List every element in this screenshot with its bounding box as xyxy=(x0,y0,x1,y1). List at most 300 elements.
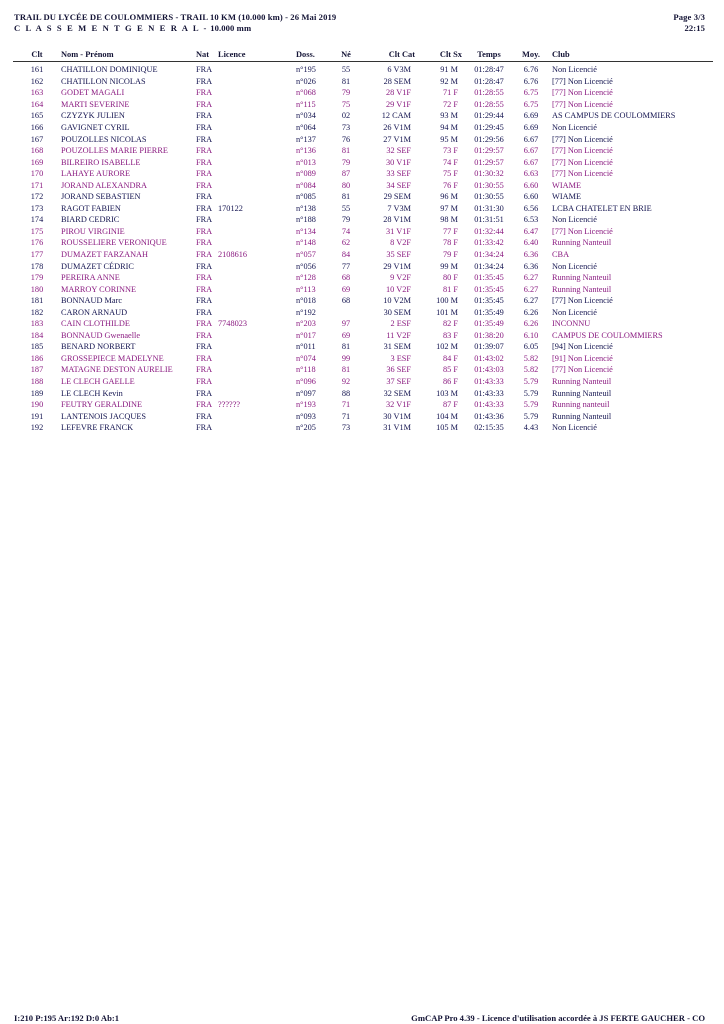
cell-nat: FRA xyxy=(196,99,213,109)
cell-licence xyxy=(218,387,296,399)
cell-doss: n°188 xyxy=(296,215,316,225)
cell-clt-cat: 3 ESF xyxy=(390,353,411,363)
cell-nom: CARON ARNAUD xyxy=(61,307,128,317)
cell-ne: 73 xyxy=(341,423,351,433)
cell-ne: 79 xyxy=(341,157,351,167)
cell-nat: FRA xyxy=(196,319,213,329)
cell-clt: 174 xyxy=(30,215,44,225)
cell-doss: n°148 xyxy=(296,238,316,248)
cell-club: CBA xyxy=(552,250,570,260)
cell-temps: 01:28:55 xyxy=(474,99,504,109)
cell-clt-sx: 75 F xyxy=(443,169,458,179)
cell-ne: 02 xyxy=(341,111,351,121)
cell-clt-sx: 83 F xyxy=(443,330,458,340)
cell-temps: 01:43:02 xyxy=(474,353,504,363)
cell-clt-cat: 35 SEF xyxy=(386,250,411,260)
cell-temps: 01:43:33 xyxy=(474,400,504,410)
cell-licence xyxy=(218,306,296,318)
cell-ne: 81 xyxy=(341,146,351,156)
cell-club: CAMPUS DE COULOMMIERS xyxy=(552,330,663,340)
cell-moy: 6.26 xyxy=(523,319,539,329)
cell-nom: POUZOLLES MARIE PIERRE xyxy=(61,146,168,156)
cell-nom: BILREIRO ISABELLE xyxy=(61,157,141,167)
table-row xyxy=(13,376,713,388)
cell-licence: 7748023 xyxy=(218,319,248,329)
cell-ne: 55 xyxy=(341,65,351,75)
cell-clt: 163 xyxy=(30,88,44,98)
cell-club: INCONNU xyxy=(552,319,591,329)
cell-moy: 6.36 xyxy=(523,250,539,260)
cell-nom: FEUTRY GERALDINE xyxy=(61,400,143,410)
cell-licence xyxy=(218,422,296,434)
cell-clt-cat: 6 V3M xyxy=(387,65,411,75)
col-header-club: Club xyxy=(546,48,713,62)
table-row xyxy=(13,306,713,318)
cell-club: Running Nanteuil xyxy=(552,388,612,398)
cell-temps: 01:28:55 xyxy=(474,88,504,98)
cell-clt-sx: 93 M xyxy=(440,111,458,121)
cell-nom: ROUSSELIERE VERONIQUE xyxy=(61,238,167,248)
cell-clt-cat: 34 SEF xyxy=(386,180,411,190)
cell-nom: CHATILLON NICOLAS xyxy=(61,76,146,86)
cell-ne: 87 xyxy=(341,169,351,179)
cell-ne: 92 xyxy=(341,377,351,387)
cell-clt-sx: 79 F xyxy=(443,250,458,260)
cell-licence xyxy=(218,226,296,238)
cell-doss: n°128 xyxy=(296,273,316,283)
cell-licence xyxy=(218,272,296,284)
col-header-nom: Nom - Prénom xyxy=(61,48,196,62)
cell-club: AS CAMPUS DE COULOMMIERS xyxy=(552,111,676,121)
table-row xyxy=(13,191,713,203)
col-header-licence: Licence xyxy=(218,48,296,62)
cell-moy: 6.69 xyxy=(523,123,539,132)
cell-nom: POUZOLLES NICOLAS xyxy=(61,134,147,144)
cell-clt: 187 xyxy=(30,365,44,375)
cell-club: [77] Non Licencié xyxy=(552,88,613,98)
cell-club: Running Nanteuil xyxy=(552,238,612,248)
cell-clt-cat: 31 V1F xyxy=(386,226,411,236)
cell-nat: FRA xyxy=(196,411,213,421)
cell-doss: n°118 xyxy=(296,365,316,375)
cell-licence xyxy=(218,260,296,272)
cell-clt: 164 xyxy=(30,99,44,109)
cell-club: LCBA CHATELET EN BRIE xyxy=(552,203,652,213)
cell-clt: 180 xyxy=(30,284,44,294)
cell-moy: 6.67 xyxy=(523,146,539,156)
cell-clt-sx: 105 M xyxy=(436,423,458,433)
cell-clt-cat: 32 V1F xyxy=(386,400,411,410)
cell-licence xyxy=(218,110,296,122)
cell-clt-cat: 12 CAM xyxy=(381,111,411,121)
cell-licence: 170122 xyxy=(218,203,243,213)
cell-doss: n°195 xyxy=(296,65,316,75)
cell-moy: 6.63 xyxy=(523,169,539,179)
cell-temps: 01:30:32 xyxy=(474,169,504,179)
cell-temps: 01:32:44 xyxy=(474,226,504,236)
cell-moy: 5.82 xyxy=(523,353,539,363)
cell-clt-cat: 27 V1M xyxy=(383,134,411,144)
cell-moy: 5.79 xyxy=(523,388,539,398)
cell-temps: 01:35:49 xyxy=(474,319,504,329)
cell-clt: 168 xyxy=(30,146,44,156)
table-row xyxy=(13,387,713,399)
cell-ne: 80 xyxy=(341,180,351,190)
cell-licence xyxy=(218,168,296,180)
cell-moy: 6.75 xyxy=(523,99,539,109)
cell-ne: 99 xyxy=(341,353,351,363)
cell-temps: 01:35:45 xyxy=(474,273,504,283)
cell-licence xyxy=(218,133,296,145)
cell-temps: 01:28:47 xyxy=(474,76,504,86)
cell-clt: 185 xyxy=(30,342,44,352)
cell-clt-cat: 32 SEF xyxy=(386,146,411,156)
cell-nat: FRA xyxy=(196,388,213,398)
cell-temps: 01:35:45 xyxy=(474,296,504,306)
cell-licence xyxy=(218,62,296,76)
cell-ne: 68 xyxy=(341,296,351,306)
cell-ne: 81 xyxy=(341,365,351,375)
cell-clt: 161 xyxy=(30,65,44,75)
cell-clt-cat: 7 V3M xyxy=(387,203,411,213)
cell-nat: FRA xyxy=(196,180,213,190)
cell-temps: 01:31:30 xyxy=(474,203,504,213)
cell-club: Non Licencié xyxy=(552,65,597,75)
cell-temps: 01:33:42 xyxy=(474,238,504,248)
cell-doss: n°064 xyxy=(296,123,316,132)
cell-clt-sx: 84 F xyxy=(443,353,458,363)
cell-nat: FRA xyxy=(196,250,213,260)
cell-temps: 01:43:03 xyxy=(474,365,504,375)
cell-clt-sx: 76 F xyxy=(443,180,458,190)
cell-doss: n°034 xyxy=(296,111,316,121)
cell-doss: n°205 xyxy=(296,423,316,433)
cell-nat: FRA xyxy=(196,377,213,387)
cell-nat: FRA xyxy=(196,342,213,352)
cell-nat: FRA xyxy=(196,307,213,317)
cell-clt: 170 xyxy=(30,169,44,179)
cell-nom: LAHAYE AURORE xyxy=(61,169,131,179)
cell-nat: FRA xyxy=(196,134,213,144)
cell-nat: FRA xyxy=(196,123,213,132)
cell-ne: 79 xyxy=(341,215,351,225)
cell-club: Running Nanteuil xyxy=(552,273,612,283)
cell-clt-sx: 86 F xyxy=(443,377,458,387)
cell-temps: 01:34:24 xyxy=(474,261,504,271)
cell-club: Non Licencié xyxy=(552,307,597,317)
cell-temps: 01:28:47 xyxy=(474,65,504,75)
cell-clt: 162 xyxy=(30,76,44,86)
cell-nom: CHATILLON DOMINIQUE xyxy=(61,65,158,75)
cell-doss: n°113 xyxy=(296,284,316,294)
cell-clt: 190 xyxy=(30,400,44,410)
cell-moy: 6.27 xyxy=(523,273,539,283)
page-info xyxy=(673,12,705,34)
cell-ne: 84 xyxy=(341,250,351,260)
cell-club: Running Nanteuil xyxy=(552,411,612,421)
cell-moy: 5.79 xyxy=(523,377,539,387)
cell-doss: n°192 xyxy=(296,307,316,317)
cell-nat: FRA xyxy=(196,261,213,271)
cell-nat: FRA xyxy=(196,226,213,236)
cell-clt-sx: 91 M xyxy=(440,65,458,75)
cell-ne: 74 xyxy=(341,226,351,236)
cell-clt-sx: 104 M xyxy=(436,411,458,421)
cell-temps: 01:35:49 xyxy=(474,307,504,317)
cell-clt: 172 xyxy=(30,192,44,202)
cell-ne: 55 xyxy=(341,203,351,213)
cell-nom: CAIN CLOTHILDE xyxy=(61,319,130,329)
cell-doss: n°085 xyxy=(296,192,316,202)
cell-clt-cat: 11 V2F xyxy=(386,330,411,340)
footer-software: GmCAP Pro 4.39 - Licence d'utilisation accordée à JS FERTE GAUCHER - CO xyxy=(411,1013,705,1023)
cell-clt: 189 xyxy=(30,388,44,398)
cell-clt-cat: 30 V1M xyxy=(383,411,411,421)
cell-doss: n°056 xyxy=(296,261,316,271)
cell-clt-sx: 80 F xyxy=(443,273,458,283)
cell-doss: n°089 xyxy=(296,169,316,179)
table-row xyxy=(13,237,713,249)
cell-clt: 182 xyxy=(30,307,44,317)
cell-clt-sx: 95 M xyxy=(440,134,458,144)
cell-clt-cat: 9 V2F xyxy=(390,273,411,283)
col-header-ne: Né xyxy=(336,48,356,62)
col-header-nat: Nat xyxy=(196,48,218,62)
cell-clt-sx: 99 M xyxy=(440,261,458,271)
cell-clt-sx: 96 M xyxy=(440,192,458,202)
cell-clt-sx: 74 F xyxy=(443,157,458,167)
cell-nom: PIROU VIRGINIE xyxy=(61,226,125,236)
cell-licence xyxy=(218,156,296,168)
cell-nom: LE CLECH Kevin xyxy=(61,388,123,398)
table-row xyxy=(13,87,713,99)
cell-club: Non Licencié xyxy=(552,423,597,433)
table-row xyxy=(13,99,713,111)
cell-clt-cat: 29 V1F xyxy=(386,99,411,109)
cell-licence xyxy=(218,295,296,307)
cell-clt: 184 xyxy=(30,330,44,340)
cell-club: [77] Non Licencié xyxy=(552,134,613,144)
cell-nom: MATAGNE DESTON AURELIE xyxy=(61,365,173,375)
cell-clt: 181 xyxy=(30,296,44,306)
cell-licence xyxy=(218,410,296,422)
table-row xyxy=(13,226,713,238)
col-header-clt-cat: Clt Cat xyxy=(356,48,415,62)
cell-club: [77] Non Licencié xyxy=(552,99,613,109)
cell-doss: n°074 xyxy=(296,353,316,363)
cell-clt-sx: 77 F xyxy=(443,226,458,236)
cell-nat: FRA xyxy=(196,330,213,340)
cell-temps: 01:39:07 xyxy=(474,342,504,352)
col-header-temps: Temps xyxy=(462,48,516,62)
cell-licence xyxy=(218,145,296,157)
cell-club: Non Licencié xyxy=(552,261,597,271)
cell-temps: 01:43:33 xyxy=(474,377,504,387)
cell-ne: 73 xyxy=(341,123,351,132)
cell-nom: JORAND ALEXANDRA xyxy=(61,180,147,190)
cell-nom: BENARD NORBERT xyxy=(61,342,136,352)
cell-clt-cat: 28 SEM xyxy=(383,76,411,86)
cell-doss: n°026 xyxy=(296,76,316,86)
table-row xyxy=(13,422,713,434)
cell-moy: 6.67 xyxy=(523,157,539,167)
cell-moy: 6.40 xyxy=(523,238,539,248)
cell-nom: LEFEVRE FRANCK xyxy=(61,423,134,433)
cell-ne: 97 xyxy=(341,319,351,329)
table-row xyxy=(13,203,713,215)
table-row xyxy=(13,62,713,76)
cell-nat: FRA xyxy=(196,88,213,98)
cell-ne xyxy=(336,306,356,318)
cell-nat: FRA xyxy=(196,203,213,213)
cell-clt-sx: 73 F xyxy=(443,146,458,156)
cell-clt: 176 xyxy=(30,238,44,248)
cell-temps: 01:31:51 xyxy=(474,215,504,225)
subtitle-classement: C L A S S E M E N T G E N E R A L - xyxy=(14,23,208,33)
cell-nat: FRA xyxy=(196,192,213,202)
cell-ne: 69 xyxy=(341,284,351,294)
cell-clt: 191 xyxy=(30,411,44,421)
cell-temps: 01:29:44 xyxy=(474,111,504,121)
cell-licence: 2108616 xyxy=(218,250,248,260)
cell-ne: 81 xyxy=(341,342,351,352)
cell-nom: RAGOT FABIEN xyxy=(61,203,121,213)
cell-clt-cat: 28 V1M xyxy=(383,215,411,225)
cell-nom: BONNAUD Marc xyxy=(61,296,123,306)
cell-nom: CZYZYK JULIEN xyxy=(61,111,125,121)
table-row xyxy=(13,353,713,365)
cell-temps: 01:38:20 xyxy=(474,330,504,340)
table-row xyxy=(13,318,713,330)
cell-moy: 6.47 xyxy=(523,226,539,236)
cell-club: Running Nanteuil xyxy=(552,377,612,387)
cell-clt: 169 xyxy=(30,157,44,167)
cell-clt-cat: 32 SEM xyxy=(383,388,411,398)
cell-licence xyxy=(218,353,296,365)
cell-nat: FRA xyxy=(196,284,213,294)
cell-temps: 01:43:33 xyxy=(474,388,504,398)
cell-ne: 79 xyxy=(341,88,351,98)
cell-clt: 173 xyxy=(30,203,44,213)
cell-clt: 188 xyxy=(30,377,44,387)
cell-moy: 6.56 xyxy=(523,203,539,213)
cell-club: [77] Non Licencié xyxy=(552,296,613,306)
cell-temps: 01:43:36 xyxy=(474,411,504,421)
cell-nat: FRA xyxy=(196,215,213,225)
cell-moy: 6.60 xyxy=(523,180,539,190)
cell-licence xyxy=(218,214,296,226)
cell-licence xyxy=(218,364,296,376)
cell-doss: n°096 xyxy=(296,377,316,387)
cell-nom: GODET MAGALI xyxy=(61,88,125,98)
cell-licence xyxy=(218,99,296,111)
cell-clt-sx: 103 M xyxy=(436,388,458,398)
cell-nom: JORAND SEBASTIEN xyxy=(61,192,141,202)
cell-club: WIAME xyxy=(552,192,582,202)
cell-temps: 01:30:55 xyxy=(474,180,504,190)
col-header-clt: Clt xyxy=(13,48,61,62)
cell-club: Non Licencié xyxy=(552,123,597,132)
cell-club: [77] Non Licencié xyxy=(552,146,613,156)
footer-stats: I:210 P:195 Ar:192 D:0 Ab:1 xyxy=(14,1013,120,1023)
cell-moy: 6.76 xyxy=(523,65,539,75)
cell-ne: 81 xyxy=(341,76,351,86)
cell-clt-sx: 101 M xyxy=(436,307,458,317)
cell-licence xyxy=(218,76,296,88)
cell-doss: n°203 xyxy=(296,319,316,329)
cell-nom: LANTENOIS JACQUES xyxy=(61,411,147,421)
cell-nat: FRA xyxy=(196,400,213,410)
cell-clt-cat: 26 V1M xyxy=(383,123,411,132)
cell-doss: n°057 xyxy=(296,250,316,260)
cell-temps: 01:35:45 xyxy=(474,284,504,294)
cell-nat: FRA xyxy=(196,423,213,433)
table-row xyxy=(13,110,713,122)
cell-doss: n°134 xyxy=(296,226,316,236)
cell-clt-cat: 37 SEF xyxy=(386,377,411,387)
cell-moy: 6.75 xyxy=(523,88,539,98)
cell-nat: FRA xyxy=(196,273,213,283)
cell-doss: n°193 xyxy=(296,400,316,410)
cell-clt-sx: 92 M xyxy=(440,76,458,86)
cell-clt-cat: 30 V1F xyxy=(386,157,411,167)
cell-clt-cat: 36 SEF xyxy=(386,365,411,375)
report-title: TRAIL DU LYCÉE DE COULOMMIERS - TRAIL 10 KM (10.000 km) - 26 Mai 2019 xyxy=(14,12,337,22)
table-row xyxy=(13,364,713,376)
cell-clt-sx: 71 F xyxy=(443,88,458,98)
cell-ne: 75 xyxy=(341,99,351,109)
cell-doss: n°017 xyxy=(296,330,316,340)
table-row xyxy=(13,341,713,353)
table-row xyxy=(13,272,713,284)
cell-clt-cat: 10 V2F xyxy=(386,284,411,294)
cell-moy: 6.26 xyxy=(523,307,539,317)
cell-nom: DUMAZET CÉDRIC xyxy=(61,261,134,271)
cell-moy: 6.53 xyxy=(523,215,539,225)
cell-club: [91] Non Licencié xyxy=(552,353,613,363)
cell-temps: 01:34:24 xyxy=(474,250,504,260)
cell-licence xyxy=(218,376,296,388)
cell-ne: 88 xyxy=(341,388,351,398)
table-row xyxy=(13,249,713,261)
cell-doss: n°097 xyxy=(296,388,316,398)
cell-temps: 02:15:35 xyxy=(474,423,504,433)
cell-nat: FRA xyxy=(196,146,213,156)
table-row xyxy=(13,330,713,342)
cell-clt-cat: 29 SEM xyxy=(383,192,411,202)
cell-clt-sx: 100 M xyxy=(436,296,458,306)
cell-nat: FRA xyxy=(196,169,213,179)
cell-temps: 01:29:45 xyxy=(474,123,504,132)
cell-clt: 165 xyxy=(30,111,44,121)
cell-clt-sx: 85 F xyxy=(443,365,458,375)
table-row xyxy=(13,122,713,134)
cell-nom: GAVIGNET CYRIL xyxy=(61,123,130,132)
cell-clt-cat: 8 V2F xyxy=(390,238,411,248)
cell-moy: 4.43 xyxy=(523,423,539,433)
cell-ne: 68 xyxy=(341,273,351,283)
table-row xyxy=(13,214,713,226)
cell-clt-sx: 102 M xyxy=(436,342,458,352)
cell-club: Non Licencié xyxy=(552,215,597,225)
results-table xyxy=(13,48,713,434)
cell-nom: GROSSEPIECE MADELYNE xyxy=(61,353,164,363)
report-subtitle xyxy=(14,23,336,34)
cell-licence xyxy=(218,191,296,203)
cell-clt-cat: 31 V1M xyxy=(383,423,411,433)
cell-clt: 186 xyxy=(30,353,44,363)
cell-nat: FRA xyxy=(196,111,213,121)
